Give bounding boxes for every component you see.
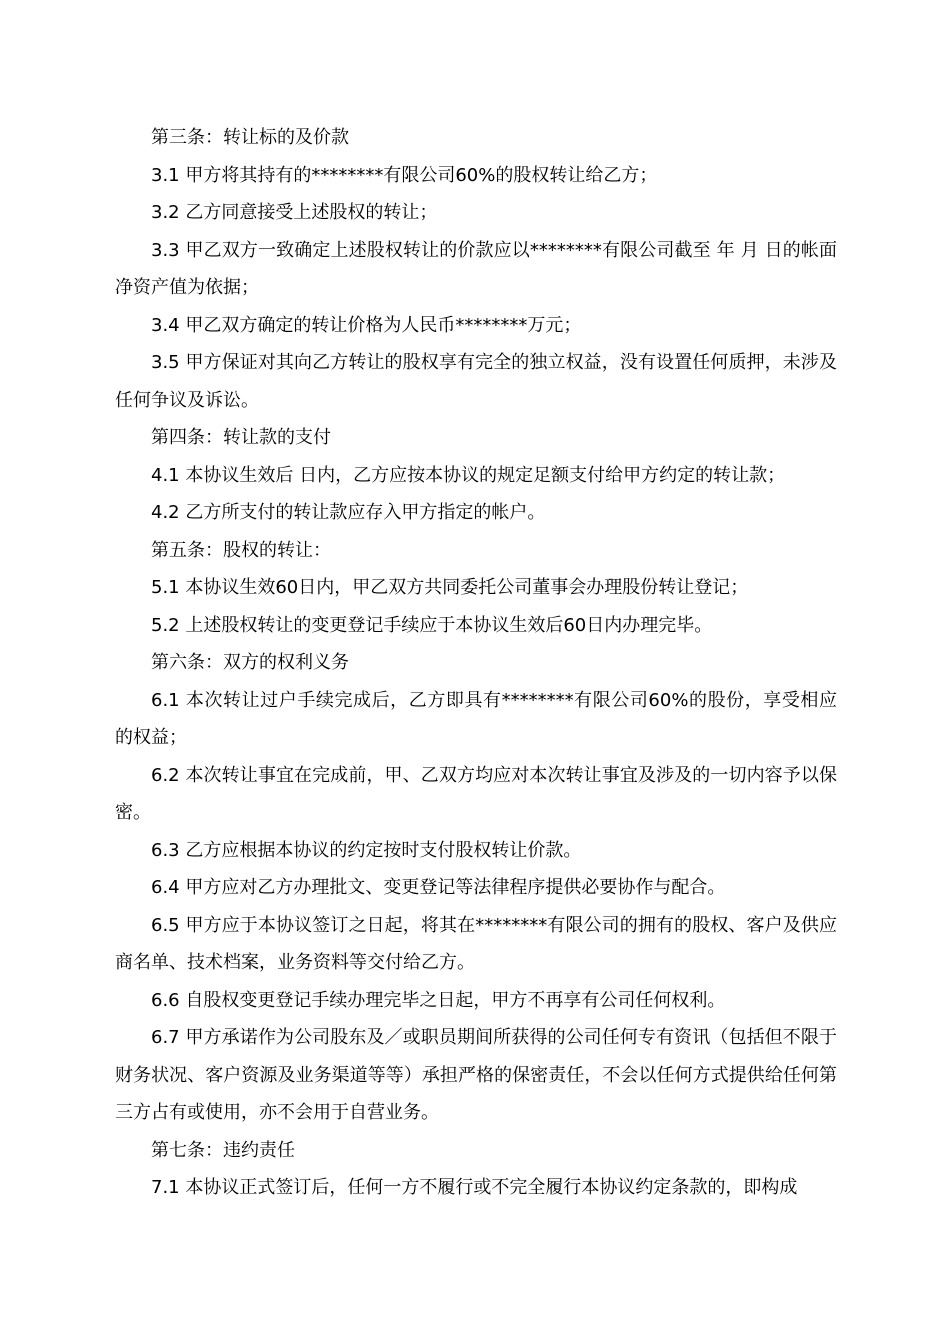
clause-6-6: 6.6 自股权变更登记手续办理完毕之日起，甲方不再享有公司任何权利。 — [151, 989, 726, 1011]
clause-7-1: 7.1 本协议正式签订后，任何一方不履行或不完全履行本协议约定条款的，即构成 — [151, 1177, 798, 1198]
document-body — [115, 119, 837, 1207]
article-6-heading: 第六条：双方的权利义务 — [151, 652, 349, 673]
clause-6-7: 6.7 甲方承诺作为公司股东及／或职员期间所获得的公司任何专有资讯（包括但不限于财务状况、客户资源及业务渠道等等）承担严格的保密责任，不会以任何方式提供给任何第三方占有或使用，亦不会用于自营业务。 — [115, 1027, 837, 1123]
clause-4-2: 4.2 乙方所支付的转让款应存入甲方指定的帐户。 — [151, 502, 546, 523]
clause-3-3: 3.3 甲乙双方一致确定上述股权转让的价款应以********有限公司截至 年 月 日的帐面净资产值为依据； — [115, 239, 837, 298]
clause-6-2: 6.2 本次转让事宜在完成前，甲、乙双方均应对本次转让事宜及涉及的一切内容予以保密。 — [115, 764, 837, 823]
clause-5-2: 5.2 上述股权转让的变更登记手续应于本协议生效后60日内办理完毕。 — [151, 614, 713, 636]
clause-5-1: 5.1 本协议生效60日内，甲乙双方共同委托公司董事会办理股份转让登记； — [151, 577, 749, 598]
clause-6-3: 6.3 乙方应根据本协议的约定按时支付股权转让价款。 — [151, 839, 582, 861]
clause-6-5: 6.5 甲方应于本协议签订之日起，将其在********有限公司的拥有的股权、客户及供应商名单、技术档案，业务资料等交付给乙方。 — [115, 914, 837, 973]
article-7-heading: 第七条：违约责任 — [151, 1139, 295, 1161]
article-5-heading: 第五条：股权的转让： — [151, 539, 331, 561]
clause-6-4: 6.4 甲方应对乙方办理批文、变更登记等法律程序提供必要协作与配合。 — [151, 877, 726, 898]
clause-3-2: 3.2 乙方同意接受上述股权的转让； — [151, 202, 438, 223]
clause-3-4: 3.4 甲乙双方确定的转让价格为人民币********万元； — [151, 314, 582, 336]
article-4-heading: 第四条：转让款的支付 — [151, 427, 331, 448]
clause-3-5: 3.5 甲方保证对其向乙方转让的股权享有完全的独立权益，没有设置任何质押，未涉及任何争议及诉讼。 — [115, 352, 837, 411]
clause-3-1: 3.1 甲方将其持有的********有限公司60%的股权转让给乙方； — [151, 164, 658, 186]
clause-4-1: 4.1 本协议生效后 日内，乙方应按本协议的规定足额支付给甲方约定的转让款； — [151, 464, 786, 486]
clause-6-1: 6.1 本次转让过户手续完成后，乙方即具有********有限公司60%的股份，享受相应的权益； — [115, 689, 837, 748]
article-3-heading: 第三条：转让标的及价款 — [151, 127, 349, 148]
